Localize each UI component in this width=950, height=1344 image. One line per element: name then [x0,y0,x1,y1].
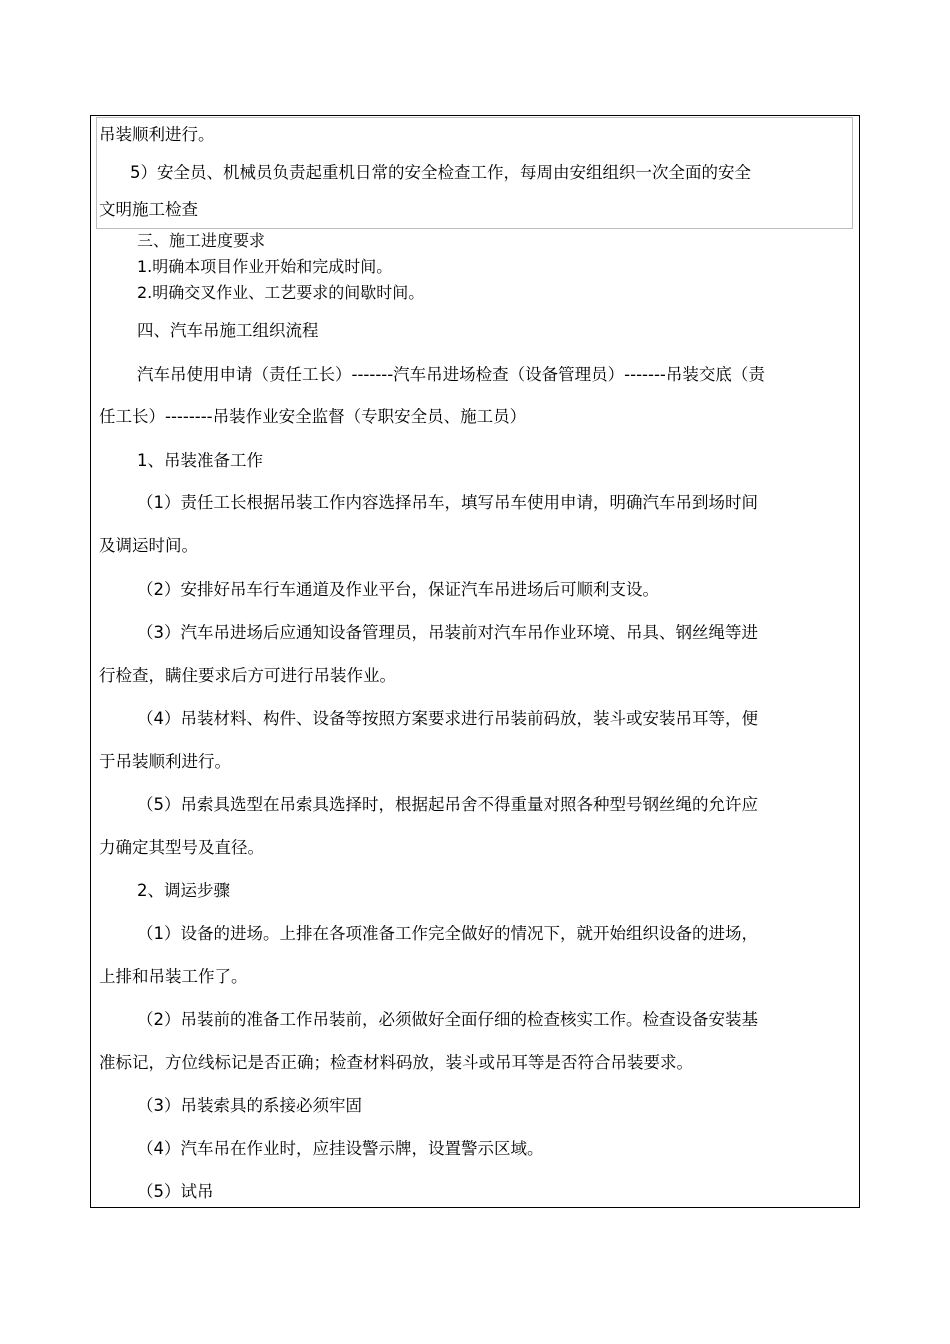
section-heading-4: 四、汽车吊施工组织流程 [137,321,319,340]
text-line-5: 1.明确本项目作业开始和完成时间。 [137,257,393,276]
text-line-3: 文明施工检查 [99,200,198,219]
text-line-11: （1）责任工长根据吊装工作内容选择吊车，填写吊车使用申请，明确汽车吊到场时间 [137,493,758,512]
text-line-23: （2）吊装前的准备工作吊装前，必须做好全面仔细的检查核实工作。检查设备安装基 [137,1010,758,1029]
text-line-19: 力确定其型号及直径。 [99,838,264,857]
text-line-21: （1）设备的进场。上排在各项准备工作完全做好的情况下，就开始组织设备的进场， [137,924,758,943]
section-heading-3: 三、施工进度要求 [137,231,266,250]
text-line-1: 吊装顺利进行。 [99,125,215,144]
text-line-17: 于吊装顺利进行。 [99,752,231,771]
text-line-27: （5）试吊 [137,1182,214,1201]
text-line-25: （3）吊装索具的系接必须牢固 [137,1096,362,1115]
text-line-13: （2）安排好吊车行车通道及作业平台，保证汽车吊进场后可顺利支设。 [137,580,659,599]
text-line-26: （4）汽车吊在作业时，应挂设警示牌，设置警示区域。 [137,1139,544,1158]
text-line-22: 上排和吊装工作了。 [99,967,248,986]
text-line-9: 任工长）--------吊装作业安全监督（专职安全员、施工员） [99,407,527,426]
text-line-16: （4）吊装材料、构件、设备等按照方案要求进行吊装前码放，装斗或安装吊耳等，便 [137,709,758,728]
subheading-1: 1、吊装准备工作 [137,451,263,470]
text-line-8: 汽车吊使用申请（责任工长）-------汽车吊进场检查（设备管理员）-------吊装交底（责 [137,365,765,384]
text-line-18: （5）吊索具选型在吊索具选择时，根据起吊舍不得重量对照各种型号钢丝绳的允许应 [137,795,758,814]
text-line-12: 及调运时间。 [99,536,198,555]
subheading-2: 2、调运步骤 [137,881,230,900]
text-line-2: 5）安全员、机械员负责起重机日常的安全检查工作，每周由安组组织一次全面的安全 [130,163,751,182]
text-line-15: 行检查，瞒住要求后方可进行吊装作业。 [99,666,396,685]
text-line-6: 2.明确交叉作业、工艺要求的间歇时间。 [137,283,425,302]
text-line-24: 准标记，方位线标记是否正确；检查材料码放，装斗或吊耳等是否符合吊装要求。 [99,1053,693,1072]
text-line-14: （3）汽车吊进场后应通知设备管理员，吊装前对汽车吊作业环境、吊具、钢丝绳等进 [137,623,758,642]
document-table-frame [90,115,860,1208]
